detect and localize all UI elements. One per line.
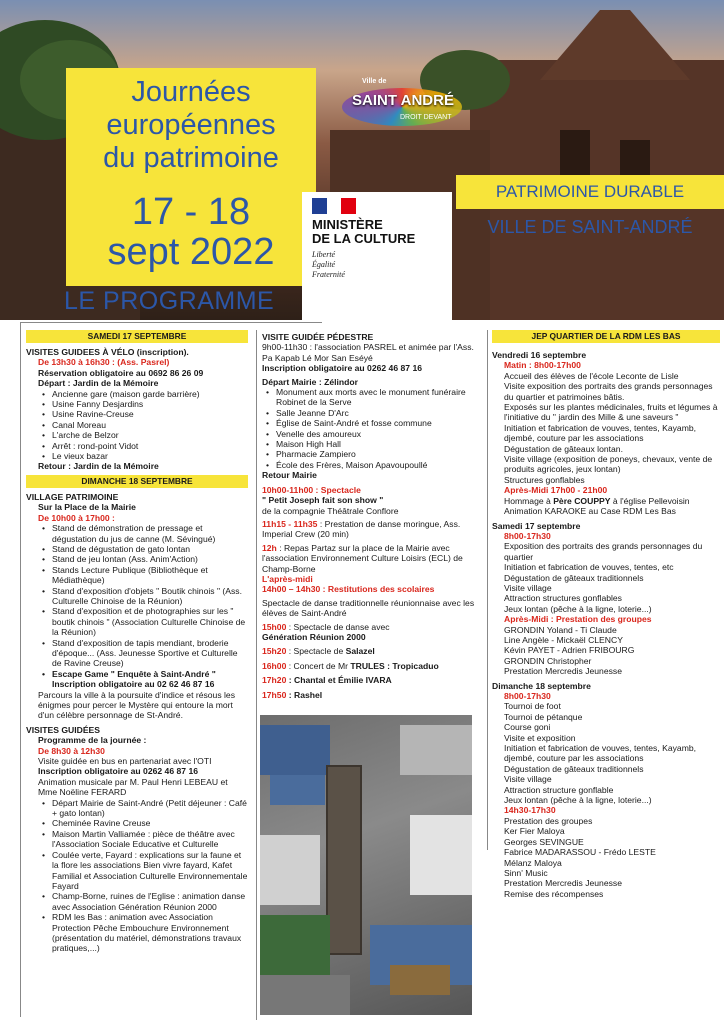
list-item: • Escape Game " Enquête à Saint-André " Inscription obligatoire au 02 62 46 87 16 bbox=[38, 669, 248, 690]
list-item: Tournoi de foot bbox=[504, 701, 561, 712]
list-item: • Église de Saint-André et fosse commune bbox=[262, 418, 480, 428]
guidees-bus: Visite guidée en bus en partenariat avec l'OTI bbox=[38, 756, 212, 767]
list-item: Visite village bbox=[504, 582, 552, 593]
restitutions-time: 14h00 – 14h30 : Restitutions des scolaires bbox=[262, 584, 435, 595]
list-item: • Stand d'exposition d'objets " Boutik chinois " (Ass. Culturelle Chinoise de la Réunion) bbox=[38, 586, 248, 607]
list-item: • Stand de dégustation de gato lontan bbox=[38, 544, 248, 554]
list-item: • École des Frères, Maison Apavoupoullé bbox=[262, 460, 480, 470]
pedestre-intro: 9h00-11h30 : l'association PASREL et animée par l'Ass. Pa Kapab Lé Mor San Eséyé bbox=[262, 342, 474, 363]
list-item: • Ancienne gare (maison garde barrière) bbox=[38, 389, 248, 399]
pedestre-title: VISITE GUIDÉE PÉDESTRE bbox=[262, 332, 374, 342]
list-item: Attraction structure gonflable bbox=[504, 784, 614, 795]
list-item: Tournoi de pétanque bbox=[504, 711, 583, 722]
saturday-title: Samedi 17 septembre bbox=[492, 520, 581, 531]
list-item: Georges SEVINGUE bbox=[504, 836, 584, 847]
village-list bbox=[38, 523, 248, 690]
list-item: Initiation et fabrication de vouves, tentes, Kayamb, djembé, couture par les associations bbox=[504, 422, 697, 444]
list-item: Accueil des élèves de l'école Leconte de Lisle bbox=[504, 370, 679, 381]
friday-morning: Matin : 8h00-17h00 bbox=[504, 360, 581, 371]
show-time: 15h20 bbox=[262, 646, 287, 657]
list-item: • Canal Moreau bbox=[38, 420, 248, 430]
village-time: De 10h00 à 17h00 : bbox=[38, 512, 115, 523]
spectacle-time: 10h00-11h00 : Spectacle bbox=[262, 484, 361, 495]
show-text: : Spectacle de danse avec bbox=[288, 621, 390, 632]
list-item: Prestation Mercredis Jeunesse bbox=[504, 666, 622, 677]
list-item: Line Angèle - Mickaël CLENCY bbox=[504, 634, 623, 645]
list-item: Visite village bbox=[504, 774, 552, 785]
pedestre-list bbox=[262, 387, 480, 470]
spectacle-company: de la compagnie Théâtrale Conflore bbox=[262, 505, 399, 516]
list-item: Course goni bbox=[504, 722, 551, 733]
restitutions-text: Spectacle de danse traditionnelle réunionnaise avec les élèves de Saint-André bbox=[262, 597, 475, 619]
theme-banner: PATRIMOINE DURABLE bbox=[456, 175, 724, 209]
show-time: 17h20 bbox=[262, 675, 287, 686]
list-item: • Usine Ravine-Creuse bbox=[38, 409, 248, 419]
pedestre-retour: Retour Mairie bbox=[262, 470, 317, 481]
list-item: Dégustation de gâteaux traditionnels bbox=[504, 763, 644, 774]
show-performer: Salazel bbox=[345, 646, 375, 657]
list-item: • Coulée verte, Fayard : explications sur la faune et la flore les associations Bien vivre fayard, Kafet Familial et Association Culturelle Environnementale Fayard bbox=[38, 850, 248, 892]
velo-reservation: Réservation obligatoire au 0692 86 26 09 bbox=[38, 367, 204, 378]
list-item: Visite exposition des portraits des grands personnages du quartier et patrimoines bâtis. bbox=[504, 381, 713, 402]
list-item: • Arrêt : rond-point Vidot bbox=[38, 441, 248, 451]
sunday-prestation: Prestation des groupes bbox=[504, 815, 593, 826]
list-item: Remise des récompenses bbox=[504, 888, 604, 899]
timeline-line bbox=[487, 330, 488, 850]
saint-andre-logo: Ville de SAINT ANDRÉ DROIT DEVANT bbox=[342, 70, 462, 134]
velo-depart: Départ : Jardin de la Mémoire bbox=[38, 378, 159, 389]
hommage-place: à l'église Pellevoisin bbox=[612, 495, 690, 506]
village-title: VILLAGE PATRIMOINE bbox=[26, 491, 119, 502]
show-time: 16h00 bbox=[262, 660, 287, 671]
list-item: Kévin PAYET - Adrien FRIBOURG bbox=[504, 645, 635, 656]
show-text: : Concert de Mr bbox=[288, 660, 348, 671]
list-item: Visite et exposition bbox=[504, 732, 576, 743]
list-item: Exposition des portraits des grands personnages du quartier bbox=[504, 541, 703, 562]
guidees-animation: Animation musicale par M. Paul Henri LEBEAU et Mme Noëline FERARD bbox=[38, 776, 228, 798]
list-item: Jeux lontan (pêche à la ligne, loterie...) bbox=[504, 603, 652, 614]
town-banner: VILLE DE SAINT-ANDRÉ bbox=[487, 217, 693, 237]
title-panel bbox=[66, 68, 316, 286]
friday-title: Vendredi 16 septembre bbox=[492, 350, 587, 360]
list-item: Dégustation de gâteaux traditionnels bbox=[504, 572, 644, 583]
list-item: • Monument aux morts avec le monument funéraire Robinet de la Serve bbox=[262, 387, 480, 408]
sunday-time: 8h00-17h30 bbox=[504, 691, 551, 701]
show-performer: : Rashel bbox=[288, 689, 323, 700]
list-item: • Stand d'exposition et de photographies sur les " boutik chinois " (Association Culturelle Chinoise de la Réunion) bbox=[38, 606, 248, 637]
rdm-header: JEP QUARTIER DE LA RDM LES BAS bbox=[492, 330, 720, 343]
repas-time: 12h bbox=[262, 542, 277, 553]
timeline-line bbox=[20, 322, 322, 323]
ministere-logo: MINISTÈRE DE LA CULTURE Liberté Égalité Fraternité bbox=[312, 198, 452, 280]
list-item: Dégustation de gâteaux lontan. bbox=[504, 443, 623, 454]
show-time: 17h50 bbox=[262, 689, 287, 700]
show-performer: TRULES : Tropicaduo bbox=[350, 660, 439, 671]
event-title: Journées européennes du patrimoine bbox=[103, 76, 279, 174]
timeline-line bbox=[20, 322, 21, 1017]
list-item: Mélanz Maloya bbox=[504, 857, 562, 868]
list-item: Sinn' Music bbox=[504, 867, 548, 878]
list-item: Attraction structures gonflables bbox=[504, 593, 622, 604]
list-item: • Pharmacie Zampiero bbox=[262, 449, 480, 459]
column-rdm-les-bas bbox=[492, 330, 720, 899]
list-item: • Départ Mairie de Saint-André (Petit déjeuner : Café + gato lontan) bbox=[38, 798, 248, 819]
spectacle-title: " Petit Joseph fait son show " bbox=[262, 495, 384, 506]
saturday-time: 8h00-17h30 bbox=[504, 530, 551, 541]
dance-text: : Prestation de danse moringue, Ass. Imperial Crew (20 min) bbox=[262, 518, 461, 540]
list-item: • Usine Fanny Desjardins bbox=[38, 399, 248, 409]
list-item: GRONDIN Yoland - Ti Claude bbox=[504, 624, 617, 635]
hommage-text: Hommage à bbox=[504, 495, 551, 506]
escape-game-note: Parcours la ville à la poursuite d'indice et résous les énigmes pour percer le Mystère qui entoure la mort d'un célèbre personnage de St-André. bbox=[38, 689, 236, 721]
list-item: Initiation et fabrication de vouves, tentes, etc bbox=[504, 562, 674, 573]
show-text: : Spectacle de bbox=[288, 646, 344, 657]
list-item: Fabrice MADARASSOU - Frédo LESTE bbox=[504, 847, 656, 858]
sunday-header: DIMANCHE 18 SEPTEMBRE bbox=[26, 475, 248, 488]
column-saturday-sunday bbox=[26, 330, 248, 954]
guidees-inscription: Inscription obligatoire au 0262 46 87 16 bbox=[38, 766, 198, 777]
list-item: Visite village (exposition de poneys, chevaux, vente de produits agricoles, jeux lontan) bbox=[504, 454, 713, 475]
friday-afternoon: Après-Midi 17h00 - 21h00 bbox=[504, 485, 608, 496]
velo-list bbox=[38, 389, 248, 462]
list-item: Exposés sur les plantes médicinales, fruits et légumes à l'initiative du " jardin des Mille & une saveurs " bbox=[504, 402, 718, 423]
karaoke-text: Animation KARAOKE au Case RDM Les Bas bbox=[504, 506, 676, 517]
timeline-line bbox=[256, 330, 257, 1020]
list-item: • Maison High Hall bbox=[262, 439, 480, 449]
velo-title: VISITES GUIDEES À VÉLO (inscription). bbox=[26, 347, 189, 357]
guidees-sub: Programme de la journée : bbox=[38, 735, 147, 746]
sunday-time-afternoon: 14h30-17h30 bbox=[504, 805, 556, 816]
list-item: • Maison Martin Valliamée : pièce de théâtre avec l'Association Sociale Educative et Culturelle bbox=[38, 829, 248, 850]
show-performer: : Chantal et Émilie IVARA bbox=[288, 675, 392, 686]
velo-retour: Retour : Jardin de la Mémoire bbox=[38, 461, 159, 472]
list-item: • RDM les Bas : animation avec Association Protection Pêche Embouchure Environnement (présentation du matériel, démonstrations travaux pratiques,...) bbox=[38, 912, 248, 954]
list-item: • Le vieux bazar bbox=[38, 451, 248, 461]
saturday-afternoon: Après-Midi : Prestation des groupes bbox=[504, 614, 652, 625]
show-time: 15h00 bbox=[262, 621, 287, 632]
list-item: GRONDIN Christopher bbox=[504, 655, 592, 666]
list-item: • Stand de démonstration de pressage et dégustation du jus de canne (M. Sévingué) bbox=[38, 523, 248, 544]
list-item: Initiation et fabrication de vouves, tentes, Kayamb, djembé, couture par les associations bbox=[504, 743, 697, 764]
sunday-title: Dimanche 18 septembre bbox=[492, 680, 591, 691]
list-item: • Stands Lecture Publique (Bibliothèque et Médiathèque) bbox=[38, 565, 248, 586]
list-item: • Stand d'exposition de tapis mendiant, broderie d'époque... (Ass. Jeunesse Sportive et Culturelle de Ravine Creuse) bbox=[38, 638, 248, 669]
list-item: Ker Fier Maloya bbox=[504, 826, 565, 837]
list-item: • Venelle des amoureux bbox=[262, 429, 480, 439]
pedestre-inscription: Inscription obligatoire au 0262 46 87 16 bbox=[262, 363, 422, 374]
repas-text: : Repas Partaz sur la place de la Mairie avec l'association Environnement Culture Loisirs (ECL) de Champ-Borne bbox=[262, 542, 463, 574]
afternoon-label: L'après-midi bbox=[262, 573, 313, 584]
guidees-time: De 8h30 à 12h30 bbox=[38, 745, 105, 756]
list-item: Jeux lontan (pêche à la ligne, loterie...) bbox=[504, 795, 652, 806]
show-performer: Génération Réunion 2000 bbox=[262, 631, 366, 642]
event-dates: 17 - 18 sept 2022 bbox=[107, 191, 275, 273]
aerial-photo bbox=[260, 715, 472, 1015]
guidees-list bbox=[38, 798, 248, 954]
dance-time: 11h15 - 11h35 bbox=[262, 518, 318, 529]
list-item: Prestation Mercredis Jeunesse bbox=[504, 878, 622, 889]
list-item: • L'arche de Belzor bbox=[38, 430, 248, 440]
pedestre-depart: Départ Mairie : Zélindor bbox=[262, 376, 358, 387]
village-place: Sur la Place de la Mairie bbox=[38, 502, 136, 513]
list-item: • Champ-Borne, ruines de l'Eglise : animation danse avec Association Génération Réunion 2000 bbox=[38, 891, 248, 912]
velo-time: De 13h30 à 16h30 : (Ass. Pasrel) bbox=[38, 357, 170, 368]
saturday-header: SAMEDI 17 SEPTEMBRE bbox=[26, 330, 248, 343]
list-item: • Salle Jeanne D'Arc bbox=[262, 408, 480, 418]
guidees-title: VISITES GUIDÉES bbox=[26, 724, 101, 735]
hommage-person: Père COUPPY bbox=[553, 495, 611, 506]
list-item: • Cheminée Ravine Creuse bbox=[38, 818, 248, 828]
list-item: • Stand de jeu lontan (Ass. Anim'Action) bbox=[38, 554, 248, 564]
column-pedestre bbox=[262, 332, 480, 700]
list-item: Structures gonflables bbox=[504, 474, 585, 485]
french-flag-icon bbox=[312, 198, 356, 214]
programme-heading: LE PROGRAMME bbox=[64, 287, 275, 315]
